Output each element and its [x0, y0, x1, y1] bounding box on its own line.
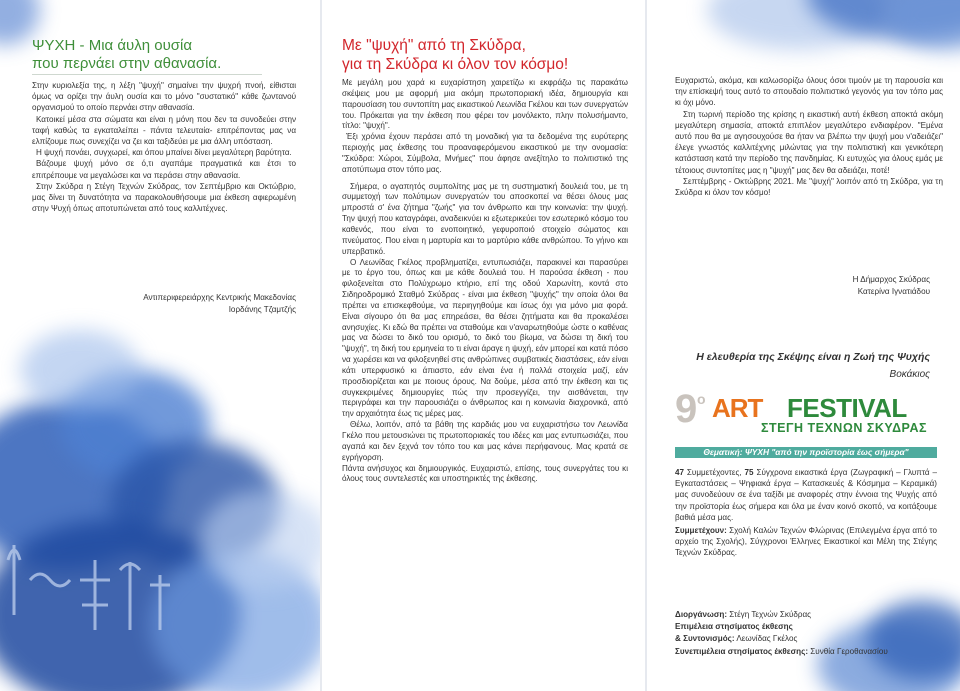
panel-middle — [322, 0, 645, 691]
panel-left — [0, 0, 320, 691]
festival-info: 47 Συμμετέχοντες, 75 Σύγχρονα εικαστικά έργα (Ζωγραφική – Γλυπτά – Εγκαταστάσεις – Ψηφιακά έργα – Κατασκευές & Κόσμημα – Κεραμικά) μας συνοδεύουν σε ένα ταξίδι με αναφορές στην έννοια της Ψυχής από την προϊστορία έως σήμερα και όλα με έναν κοινό σκοπό, να κοιτάξουμε βαθιά μέσα μας. Συμμετέχουν: Σχολή Καλών Τεχνών Φλώρινας (Επιλεγμένα έργα από το αρχείο της Σχολής), Σύγχρονοι Έλληνες Εικαστικοί και Μέλη της Στέγης Τεχνών Σκύδρας. — [675, 468, 937, 558]
panel-right — [647, 0, 960, 691]
panel1-body: Στην κυριολεξία της, η λέξη "ψυχή" σημαίνει την ψυχρή πνοή, είθισται όμως να ορίζει την άυλη ουσία και το μόνο "συστατικό" κάθε ζωντανού οργανισμού το οποίο περνάει στην αθανασία. Κατοικεί μέσα στα σώματα και είναι η μόνη που δεν τα συνοδεύει στην ταφή καθώς τα εγκαταλείπει - πάντα τελευταία- επιτρέποντας μας να ελπίζουμε πως συνεχίζει να ζει και ταξιδεύει με μια άλλη υπόσταση. Η ψυχή πονάει, συγχωρεί, και όπου μπαίνει δίνει μεγαλύτερη βαρύτητα. Βάζουμε ψυχή μόνο σε ό,τι αγαπάμε πραγματικά και έτσι το επιτρέπουμε να μεγαλώσει και να περάσει στην αθανασία. Στην Σκύδρα η Στέγη Τεχνών Σκύδρας, τον Σεπτέμβριο και Οκτώβριο, μας δίνει τη δυνατότητα να παρακολουθήσουμε μια έκθεση αφιερωμένη στην Ψυχή όπως αποτυπώνεται από τους καλλιτέχνες. — [32, 81, 296, 214]
panel3-body: Ευχαριστώ, ακόμα, και καλωσορίζω όλους όσοι τιμούν με τη παρουσία και την επίσκεψή τους αυτό το σπουδαίο πολιτιστικό γεγονός για τον τόπο μας κι όχι μόνο. Στη τωρινή περίοδο της κρίσης η εικαστική αυτή έκθεση αποκτά ακόμη μεγαλύτερη σημασία, αποκτά επιπλέον μεγαλύτερο ενδιαφέρον. "Εμένα αυτό που θα με αγησουχούσε θα ήταν να βλέπω την ψυχή μου ν'αδειάζει" έλεγε γνωστός καλλιτέχνης μιλώντας για την πολιτιστική και γενικότερη κατάσταση κατά την περίοδο της πανδημίας. Κι ευτυχώς για όλους εμάς με τέτοιους συντοπίτες μας η "ψυχή" μας δεν θα αδειάζει, ποτέ! Σεπτέμβρης - Οκτώβρης 2021. Με "ψυχή" λοιπόν από τη Σκύδρα, για τη Σκύδρα κι όλον τον κόσμο! — [675, 76, 943, 198]
quote-author: Βοκάκιος — [889, 369, 930, 380]
title-divider — [32, 74, 262, 75]
panel2-body: Με μεγάλη μου χαρά κι ευχαρίστηση χαιρετίζω κι εκφράζω τις παρακάτω σκέψεις μου με αφορμή μια ακόμη πρωτοποριακή ιδέα, δημιουργία και παρουσίαση του συντοπίτη μας εικαστικού Λεωνίδα Γκέλου και των συνεργατών του. Πρόκειται για την έκθεση που φέρει τον μονόλεκτο, πλην πολυσήμαντο, τίτλο: "ψυχή". Έξι χρόνια έχουν περάσει από τη μοναδική για τα δεδομένα της ευρύτερης περιοχής μας έκθεσης του προαναφερόμενου εικαστικού με την ονομασία: "Σκύδρα: Χώροι, Σύμβολα, Μνήμες" που άφησε ανεξίτηλο το πολιτιστικό της αποτύπωμα στον τόπο μας. Σήμερα, ο αγαπητός συμπολίτης μας με τη συστηματική δουλειά του, με τη συμμετοχή των πολύτιμων συνεργατών του αποσκοπεί να θέσει όλους μας μπροστά σ' ένα ζήτημα "ζωής" για τον άνθρωπο και την κοινωνία: την ψυχή. Την ψυχή που καταγράφει, αναδεικνύει κι εξωτερικεύει τον εσωτερικό κόσμο του καθενός, που είναι το ενοποιητικό, γεφυροποιό στοιχείο σώματος και πνεύματος. Που είναι η μαρτυρία και το μαρτύριο κάθε ανθρώπου. Το γήινο και υπερβατικό. Ο Λεωνίδας Γκέλος προβληματίζει, εντυπωσιάζει, παρακινεί και παρασύρει με το έργο του, όπως και με κάθε δουλειά του. Η παρούσα έκθεση - που φιλοξενείται στο Πολύχρωμο κτήριο, επί της οδού Χαρωνίτη, κοντά στο Σιδηροδρομικό Σταθμό Σκύδρας - είναι μια έκθεση "ψυχής" την οποία όλοι θα πρέπει να επισκεφθούμε, να περιηγηθούμε και ίσως όχι για μόνο μια φορά. Είναι σίγουρο ότι θα μας επηρεάσει, θα θέσει ζητήματα και θα προκαλέσει ανησυχίες. Κι εδώ θα πρέπει να σταθούμε και ν'αναρωτηθούμε ώστε ο καθένας μας να δώσει το δικό του ορισμό, το δικό του βίωμα, να δώσει τη δική του "ψυχή", τη δική του ερμηνεία το τι είναι άραγε η ψυχή, εάν μπορεί και κατά πόσο να χωρέσει και να φιλοξενηθεί στις ανθρώπινες συμβατικές διαστάσεις, εάν είναι κάτι υπερφυσικό κι άπιαστο, εάν είναι ένα ή πολλά στοιχεία μαζί, εάν προσδιορίζεται και με ποιους όρους. Να δούμε, μέσα από την έκθεση και τις συγκεκριμένες δημιουργίες πώς την προσεγγίζει, την αισθάνεται, την περιγράφει και την παρουσιάζει ο άνθρωπος και η κοινωνία διαχρονικά, από την αρχαιότητα έως τις μέρες μας. Θέλω, λοιπόν, από τα βάθη της καρδιάς μου να ευχαριστήσω τον Λεωνίδα Γκέλο που μετουσιώνει τις πρωτοποριακές του ιδέες και μας εντυπωσιάζει, που αγαπά και δεν ξεχνά τον τόπο του και μας κάνει περήφανους. Μας κρατά σε εγρήγορση. Πάντα ανήσυχος και δημιουργικός. Ευχαριστώ, επίσης, τους συνεργάτες του κι όλους τους συντελεστές και υποστηρικτές της έκθεσης. — [342, 78, 628, 484]
panel2-title: Με "ψυχή" από τη Σκύδρα, για τη Σκύδρα κι όλον τον κόσμο! — [342, 37, 569, 73]
cloud-painting — [0, 330, 320, 691]
panel3-signature: Η Δήμαρχος Σκύδρας Κατερίνα Ιγνατιάδου — [852, 275, 930, 296]
panel1-signature: Αντιπεριφερειάρχης Κεντρικής Μακεδονίας Ιορδάνης Τζαμτζής — [143, 293, 296, 314]
art-festival-logo: 9 ο ART FESTIVAL ΣΤΕΓΗ ΤΕΧΝΩΝ ΣΚΥΔΡΑΣ — [675, 387, 927, 435]
quote-text: Η ελευθερία της Σκέψης είναι η Ζωή της Ψυχής — [696, 351, 930, 363]
cloud-decoration — [687, 0, 960, 70]
festival-credits: Διοργάνωση: Στέγη Τεχνών Σκύδρας Επιμέλεια στησίματος έκθεσης & Συντονισμός: Λεωνίδας Γκέλος Συνεπιμέλεια στησίματος έκθεσης: Συνθία Γεροθανασίου — [675, 610, 888, 656]
theme-banner: Θεματική: ΨΥΧΗ "από την προϊστορία έως σήμερα" — [675, 447, 937, 458]
panel1-title: ΨΥΧΗ - Μια άυλη ουσία που περνάει στην αθανασία. — [32, 37, 222, 72]
symbol-glyphs-icon — [0, 330, 320, 691]
